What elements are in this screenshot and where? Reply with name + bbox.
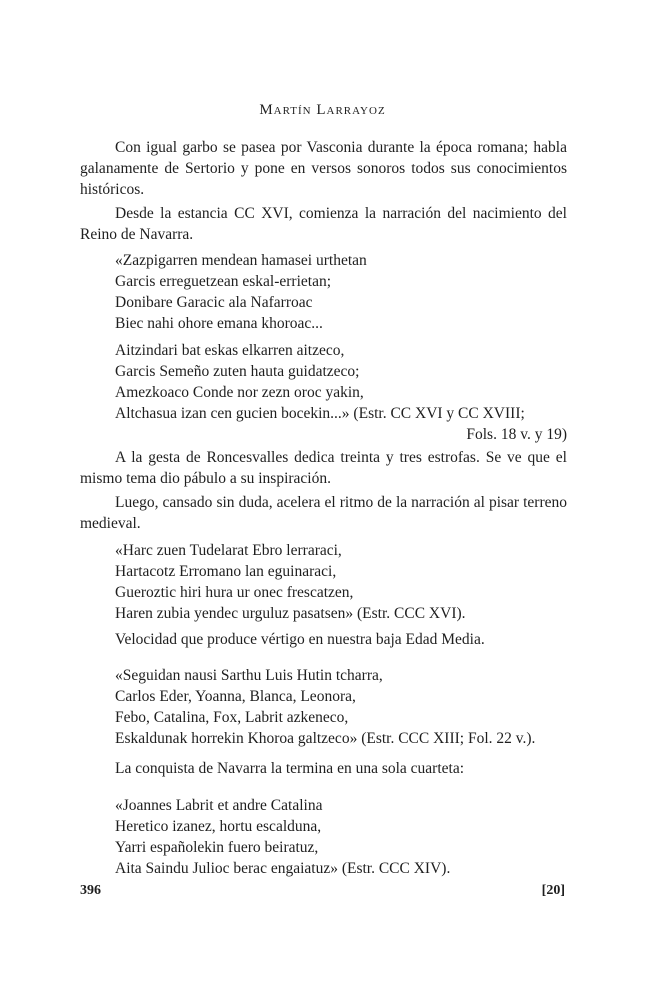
verse-line: Carlos Eder, Yoanna, Blanca, Leonora, bbox=[115, 688, 356, 705]
page-reference: [20] bbox=[541, 883, 565, 898]
verse-line: Garcis erreguetzean eskal-errietan; bbox=[115, 273, 332, 290]
verse-line: Aitzindari bat eskas elkarren aitzeco, bbox=[115, 342, 345, 359]
paragraph-block-2 bbox=[80, 447, 567, 534]
paragraph: Con igual garbo se pasea por Vasconia durante la época romana; habla galanamente de Sertorio y pone en versos sonoros todos sus conocimientos históricos. bbox=[80, 139, 567, 198]
paragraph: Velocidad que produce vértigo en nuestra baja Edad Media. bbox=[115, 631, 485, 648]
verse-line: «Zazpigarren mendean hamasei urthetan bbox=[115, 252, 367, 269]
paragraph: La conquista de Navarra la termina en una sola cuarteta: bbox=[115, 760, 465, 777]
verse-line: «Seguidan nausi Sarthu Luis Hutin tcharra, bbox=[115, 667, 383, 684]
verse-stanza-1 bbox=[115, 250, 567, 334]
verse-line: Donibare Garacic ala Nafarroac bbox=[115, 294, 313, 311]
verse-stanza-5 bbox=[115, 795, 567, 879]
verse-line: Garcis Semeño zuten hauta guidatzeco; bbox=[115, 363, 360, 380]
page-number: 396 bbox=[80, 883, 101, 898]
verse-stanza-2 bbox=[115, 340, 567, 445]
verse-line: Yarri españolekin fuero beiratuz, bbox=[115, 839, 319, 856]
verse-line: Hartacotz Erromano lan eguinaraci, bbox=[115, 563, 337, 580]
verse-line: Amezkoaco Conde nor zezn oroc yakin, bbox=[115, 384, 364, 401]
verse-line: Haren zubia yendec urguluz pasatsen» (Estr. CCC XVI). bbox=[115, 605, 466, 622]
verse-line: Aita Saindu Julioc berac engaiatuz» (Estr. CCC XIV). bbox=[115, 860, 451, 877]
verse-line: Heretico izanez, hortu escalduna, bbox=[115, 818, 322, 835]
paragraph-block-3 bbox=[80, 629, 567, 650]
paragraph: Desde la estancia CC XVI, comienza la narración del nacimiento del Reino de Navarra. bbox=[80, 205, 567, 243]
paragraph-block-4 bbox=[80, 758, 567, 779]
verse-reference: Fols. 18 v. y 19) bbox=[466, 426, 567, 443]
verse-stanza-3 bbox=[115, 540, 567, 624]
paragraph: Luego, cansado sin duda, acelera el ritmo de la narración al pisar terreno medieval. bbox=[80, 494, 567, 532]
paragraph: A la gesta de Roncesvalles dedica treinta y tres estrofas. Se ve que el mismo tema dio pábulo a su inspiración. bbox=[80, 449, 567, 487]
running-header: Martín Larrayoz bbox=[259, 102, 386, 118]
verse-line: Altchasua izan cen gucien bocekin...» (Estr. CC XVI y CC XVIII; bbox=[115, 405, 525, 422]
verse-stanza-4 bbox=[115, 665, 567, 749]
verse-line: Febo, Catalina, Fox, Labrit azkeneco, bbox=[115, 709, 349, 726]
verse-line: «Harc zuen Tudelarat Ebro lerraraci, bbox=[115, 542, 342, 559]
verse-line: Eskaldunak horrekin Khoroa galtzeco» (Estr. CCC XIII; Fol. 22 v.). bbox=[115, 730, 536, 747]
paragraph-block-1 bbox=[80, 137, 567, 245]
verse-line: «Joannes Labrit et andre Catalina bbox=[115, 797, 323, 814]
verse-line: Gueroztic hiri hura ur onec frescatzen, bbox=[115, 584, 354, 601]
verse-line: Biec nahi ohore emana khoroac... bbox=[115, 315, 323, 332]
